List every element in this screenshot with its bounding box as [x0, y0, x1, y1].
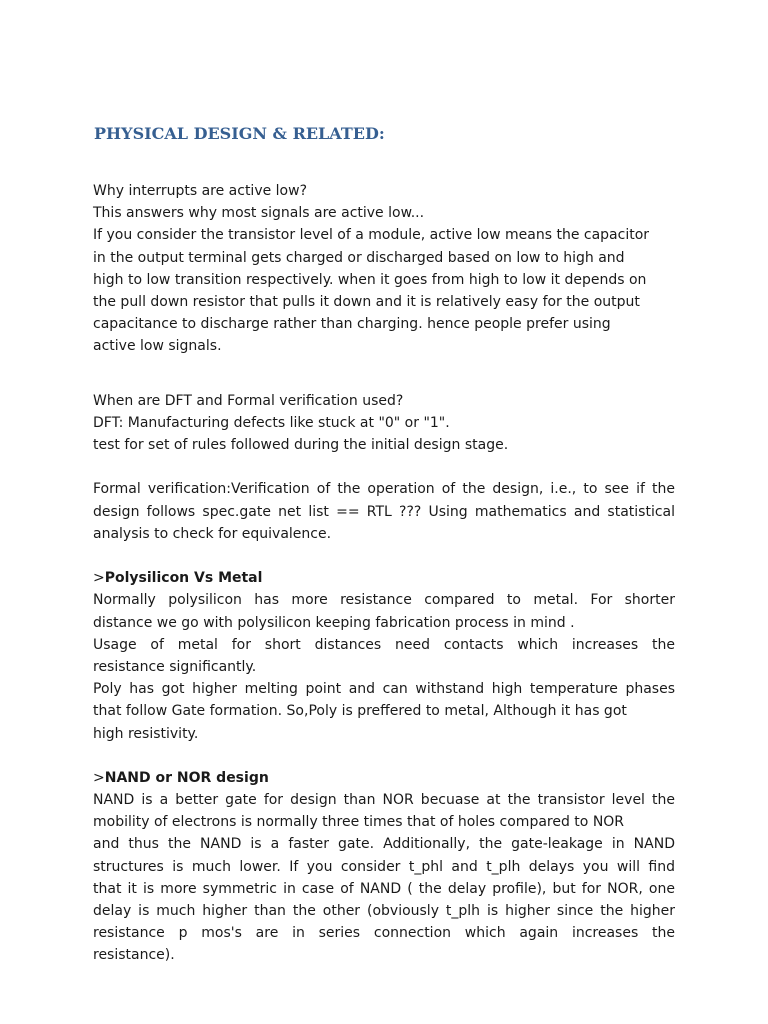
nand-title: NAND or NOR design [104, 769, 269, 786]
formal-line: Formal verification:Verification of the operation of the design, i.e., to see if the [93, 481, 675, 498]
section-heading: PHYSICAL DESIGN & RELATED: [94, 124, 385, 143]
formal-line: design follows spec.gate net list == RTL ??? Using mathematics and statistical [93, 503, 675, 520]
poly-line: resistance significantly. [93, 658, 257, 675]
dft-question: When are DFT and Formal verification used? [93, 392, 404, 409]
poly-line: high resistivity. [93, 725, 199, 742]
poly-line: that follow Gate formation. So,Poly is preffered to metal, Although it has got [93, 703, 627, 720]
paragraph-line: If you consider the transistor level of a module, active low means the capacitor [93, 227, 650, 244]
poly-line: Usage of metal for short distances need contacts which increases the [93, 636, 675, 653]
spacer [93, 456, 675, 478]
spacer [93, 745, 675, 767]
nand-prefix: > [93, 769, 105, 786]
formal-line: analysis to check for equivalence. [93, 525, 332, 542]
poly-heading [93, 567, 675, 589]
paragraph-line: This answers why most signals are active low... [93, 205, 425, 222]
poly-prefix: > [93, 570, 105, 587]
nand-line: delay is much higher than the other (obviously t_plh is higher since the higher [93, 903, 675, 919]
poly-line: Normally polysilicon has more resistance compared to metal. For shorter [93, 592, 675, 609]
nand-heading [93, 767, 675, 789]
paragraph-line: the pull down resistor that pulls it down and it is relatively easy for the output [93, 293, 640, 310]
spacer [93, 358, 675, 380]
nand-line: and thus the NAND is a faster gate. Additionally, the gate-leakage in NAND [93, 836, 675, 853]
spacer [93, 545, 675, 567]
nand-line: resistance). [93, 947, 175, 964]
dft-line: DFT: Manufacturing defects like stuck at "0" or "1". [93, 414, 450, 431]
paragraph-line: active low signals. [93, 338, 222, 355]
poly-line: Poly has got higher melting point and can withstand high temperature phases [93, 681, 675, 698]
poly-title: Polysilicon Vs Metal [104, 570, 263, 587]
paragraph-line: capacitance to discharge rather than charging. hence people prefer using [93, 316, 611, 333]
nand-line: structures is much lower. If you consider t_phl and t_plh delays you will find [93, 858, 675, 875]
paragraph-line: in the output terminal gets charged or discharged based on low to high and [93, 249, 625, 266]
interrupts-question: Why interrupts are active low? [93, 183, 308, 199]
document-body [93, 180, 675, 967]
spacer [93, 380, 675, 390]
paragraph-line: high to low transition respectively. when it goes from high to low it depends on [93, 271, 647, 288]
poly-line: distance we go with polysilicon keeping fabrication process in mind . [93, 614, 575, 631]
dft-line: test for set of rules followed during the initial design stage. [93, 437, 509, 454]
nand-line: resistance p mos's are in series connection which again increases the [93, 925, 675, 942]
nand-line: that it is more symmetric in case of NAND ( the delay profile), but for NOR, one [93, 880, 675, 897]
nand-line: NAND is a better gate for design than NOR becuase at the transistor level the [93, 792, 675, 809]
nand-line: mobility of electrons is normally three times that of holes compared to NOR [93, 814, 625, 831]
